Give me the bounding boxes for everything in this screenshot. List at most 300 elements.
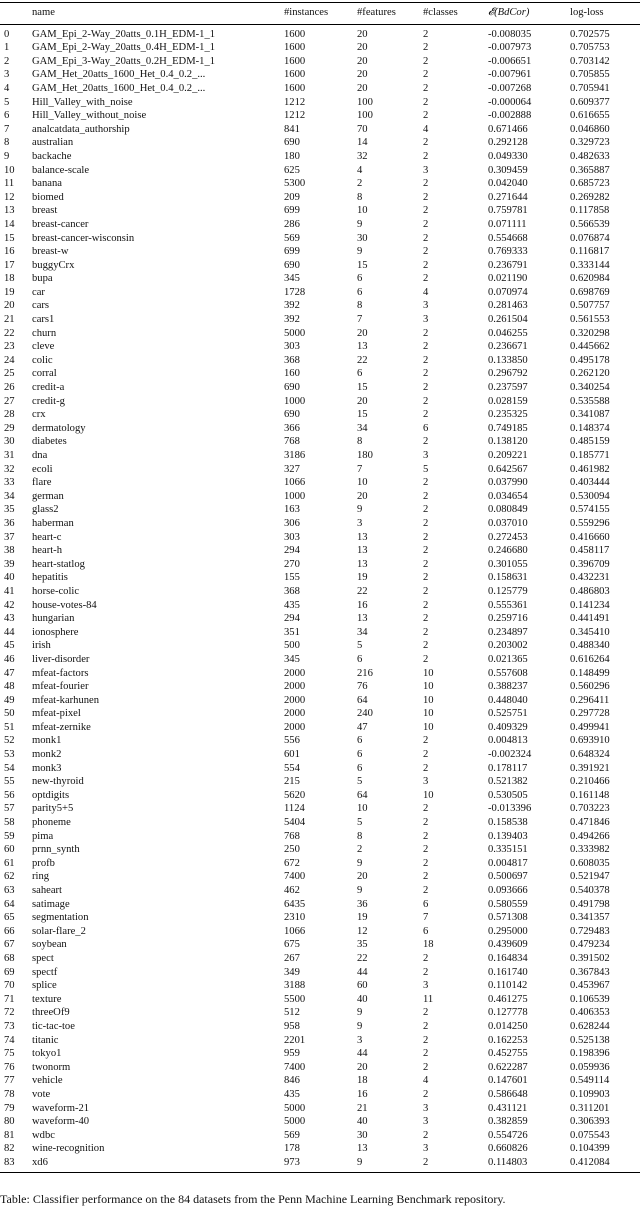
cell-features: 20: [357, 871, 368, 883]
cell-logloss: 0.104399: [570, 1143, 610, 1155]
cell-bdcor: -0.002324: [488, 749, 532, 761]
cell-features: 47: [357, 721, 368, 733]
cell-name: dna: [32, 450, 48, 461]
cell-bdcor: -0.007268: [488, 82, 532, 94]
table-row: [0, 775, 640, 789]
cell-logloss: 0.566539: [570, 218, 610, 230]
table-row: [0, 272, 640, 286]
cell-features: 20: [357, 69, 368, 81]
cell-features: 64: [357, 694, 368, 706]
cell-classes: 2: [423, 504, 429, 516]
cell-bdcor: 0.037010: [488, 517, 528, 529]
cell-logloss: 0.693910: [570, 735, 610, 747]
cell-classes: 2: [423, 178, 429, 190]
cell-classes: 2: [423, 735, 429, 747]
cell-index: 50: [4, 708, 15, 720]
cell-index: 48: [4, 681, 15, 693]
cell-logloss: 0.703142: [570, 55, 610, 67]
cell-index: 22: [4, 327, 15, 339]
cell-features: 14: [357, 137, 368, 149]
cell-features: 6: [357, 762, 363, 774]
cell-instances: 841: [284, 123, 300, 135]
cell-bdcor: 0.296792: [488, 368, 528, 380]
cell-index: 28: [4, 409, 15, 421]
cell-instances: 1000: [284, 395, 306, 407]
cell-bdcor: 0.235325: [488, 409, 528, 421]
cell-name: corral: [32, 368, 57, 380]
header-features: #features: [357, 7, 396, 18]
cell-bdcor: 0.161740: [488, 966, 528, 978]
cell-index: 55: [4, 776, 15, 788]
cell-classes: 2: [423, 599, 429, 611]
cell-features: 13: [357, 545, 368, 557]
cell-index: 51: [4, 721, 15, 733]
cell-logloss: 0.494266: [570, 830, 610, 842]
cell-name: ecoli: [32, 463, 53, 475]
cell-instances: 569: [284, 1129, 300, 1141]
table-row: [0, 830, 640, 844]
table-row: [0, 1115, 640, 1129]
cell-index: 18: [4, 273, 15, 285]
cell-logloss: 0.320298: [570, 327, 610, 339]
cell-index: 20: [4, 300, 15, 312]
cell-features: 9: [357, 1020, 363, 1032]
cell-bdcor: 0.046255: [488, 327, 528, 339]
table-row: [0, 232, 640, 246]
cell-bdcor: 0.237597: [488, 382, 528, 394]
cell-logloss: 0.391502: [570, 952, 610, 964]
cell-classes: 10: [423, 789, 434, 801]
cell-logloss: 0.729483: [570, 925, 610, 937]
cell-name: cars1: [32, 314, 55, 326]
header-bdcor: 𝓔(BdCor): [488, 7, 530, 18]
cell-features: 7: [357, 463, 363, 475]
cell-name: analcatdata_authorship: [32, 123, 130, 135]
cell-index: 43: [4, 613, 15, 625]
cell-classes: 2: [423, 1129, 429, 1141]
cell-name: titanic: [32, 1034, 59, 1046]
cell-classes: 2: [423, 803, 429, 815]
cell-bdcor: 0.236791: [488, 259, 528, 271]
cell-index: 57: [4, 803, 15, 815]
cell-index: 47: [4, 667, 15, 679]
table-row: [0, 857, 640, 871]
cell-index: 17: [4, 259, 15, 271]
cell-name: GAM_Epi_2-Way_20atts_0.4H_EDM-1_1: [32, 42, 216, 54]
cell-bdcor: 0.554668: [488, 232, 528, 244]
cell-features: 13: [357, 558, 368, 570]
table-row: [0, 164, 640, 178]
cell-name: german: [32, 490, 64, 502]
cell-index: 0: [4, 28, 10, 40]
cell-instances: 959: [284, 1048, 300, 1060]
cell-logloss: 0.685723: [570, 178, 610, 190]
cell-name: xd6: [32, 1156, 48, 1168]
table-row: [0, 1061, 640, 1075]
cell-index: 69: [4, 966, 15, 978]
cell-features: 8: [357, 830, 363, 842]
cell-logloss: 0.540378: [570, 885, 610, 896]
cell-features: 18: [357, 1075, 368, 1087]
cell-bdcor: 0.642567: [488, 463, 528, 475]
cell-classes: 6: [423, 898, 429, 910]
table-row: [0, 531, 640, 545]
cell-classes: 2: [423, 205, 429, 217]
cell-instances: 368: [284, 354, 300, 366]
cell-instances: 690: [284, 137, 300, 149]
table-row: [0, 327, 640, 341]
cell-features: 34: [357, 422, 368, 434]
table-row: [0, 422, 640, 436]
cell-bdcor: -0.002888: [488, 110, 532, 122]
cell-index: 65: [4, 912, 15, 924]
cell-instances: 3186: [284, 450, 306, 461]
cell-bdcor: 0.021190: [488, 273, 528, 285]
table-row: [0, 571, 640, 585]
table-row: [0, 1102, 640, 1116]
table-row: [0, 123, 640, 137]
cell-instances: 625: [284, 164, 300, 176]
table-row: [0, 626, 640, 640]
table-row: [0, 150, 640, 164]
cell-classes: 4: [423, 123, 429, 135]
cell-features: 6: [357, 749, 363, 761]
cell-features: 240: [357, 708, 373, 720]
cell-bdcor: 0.049330: [488, 150, 528, 162]
cell-index: 29: [4, 422, 15, 434]
cell-instances: 5000: [284, 1116, 306, 1128]
cell-name: ring: [32, 871, 50, 883]
table-row: [0, 952, 640, 966]
cell-features: 15: [357, 409, 368, 421]
cell-logloss: 0.306393: [570, 1116, 610, 1128]
cell-classes: 2: [423, 653, 429, 665]
cell-classes: 2: [423, 1034, 429, 1046]
table-row: [0, 734, 640, 748]
cell-index: 6: [4, 110, 10, 122]
cell-features: 20: [357, 490, 368, 502]
cell-index: 79: [4, 1102, 15, 1114]
cell-index: 25: [4, 368, 15, 380]
cell-index: 32: [4, 463, 15, 475]
cell-logloss: 0.269282: [570, 191, 610, 203]
cell-instances: 1066: [284, 925, 306, 937]
cell-instances: 5300: [284, 178, 306, 190]
cell-index: 58: [4, 817, 15, 829]
cell-instances: 1212: [284, 96, 306, 108]
cell-logloss: 0.608035: [570, 857, 610, 869]
cell-index: 10: [4, 164, 15, 176]
cell-classes: 2: [423, 341, 429, 353]
cell-features: 5: [357, 776, 363, 788]
cell-instances: 846: [284, 1075, 300, 1087]
cell-index: 35: [4, 504, 15, 516]
cell-instances: 2000: [284, 681, 306, 693]
cell-classes: 2: [423, 42, 429, 54]
cell-features: 16: [357, 1088, 368, 1100]
cell-features: 21: [357, 1102, 368, 1114]
cell-logloss: 0.116817: [570, 246, 610, 258]
table-row: [0, 435, 640, 449]
cell-name: satimage: [32, 898, 70, 910]
cell-classes: 2: [423, 110, 429, 122]
cell-bdcor: 0.139403: [488, 830, 528, 842]
cell-bdcor: 0.110142: [488, 980, 528, 992]
cell-index: 78: [4, 1088, 15, 1100]
cell-features: 40: [357, 993, 368, 1005]
cell-logloss: 0.560296: [570, 681, 610, 693]
cell-bdcor: 0.660826: [488, 1143, 528, 1155]
cell-instances: 155: [284, 572, 300, 584]
cell-logloss: 0.561553: [570, 314, 610, 326]
cell-logloss: 0.075543: [570, 1129, 610, 1141]
cell-bdcor: -0.006651: [488, 55, 532, 67]
cell-bdcor: 0.554726: [488, 1129, 528, 1141]
cell-instances: 1212: [284, 110, 306, 122]
cell-name: churn: [32, 327, 57, 339]
cell-features: 9: [357, 885, 363, 896]
table-caption: Table: Classifier performance on the 84 datasets from the Penn Machine Learning Benchmark repository.: [0, 1192, 506, 1206]
cell-instances: 250: [284, 844, 300, 856]
cell-name: GAM_Het_20atts_1600_Het_0.4_0.2_...: [32, 82, 206, 94]
cell-features: 180: [357, 450, 373, 461]
cell-features: 20: [357, 395, 368, 407]
cell-name: parity5+5: [32, 803, 74, 815]
table-row: [0, 408, 640, 422]
cell-features: 100: [357, 110, 373, 122]
cell-name: ionosphere: [32, 626, 79, 638]
cell-instances: 690: [284, 259, 300, 271]
cell-instances: 973: [284, 1156, 300, 1168]
cell-bdcor: 0.234897: [488, 626, 528, 638]
cell-name: threeOf9: [32, 1007, 70, 1019]
cell-classes: 2: [423, 762, 429, 774]
cell-name: haberman: [32, 517, 74, 529]
cell-logloss: 0.117858: [570, 205, 610, 217]
cell-bdcor: -0.000064: [488, 96, 532, 108]
cell-instances: 392: [284, 300, 300, 312]
table-row: [0, 367, 640, 381]
cell-name: spect: [32, 952, 54, 964]
cell-instances: 303: [284, 531, 300, 543]
cell-classes: 10: [423, 721, 434, 733]
cell-bdcor: 0.272453: [488, 531, 528, 543]
table-row: [0, 694, 640, 708]
cell-instances: 435: [284, 1088, 300, 1100]
cell-instances: 2000: [284, 721, 306, 733]
cell-classes: 2: [423, 246, 429, 258]
cell-name: waveform-21: [32, 1102, 90, 1114]
table-row: [0, 925, 640, 939]
cell-index: 7: [4, 123, 10, 135]
cell-index: 74: [4, 1034, 15, 1046]
cell-instances: 1124: [284, 803, 305, 815]
cell-features: 9: [357, 218, 363, 230]
cell-name: vote: [32, 1088, 51, 1100]
table-row: [0, 748, 640, 762]
cell-classes: 2: [423, 830, 429, 842]
cell-features: 44: [357, 966, 368, 978]
cell-bdcor: 0.236671: [488, 341, 528, 353]
cell-index: 41: [4, 585, 15, 597]
cell-instances: 180: [284, 150, 300, 162]
table-row: [0, 599, 640, 613]
cell-classes: 2: [423, 531, 429, 543]
cell-index: 80: [4, 1116, 15, 1128]
cell-name: mfeat-factors: [32, 667, 89, 679]
table-row: [0, 41, 640, 55]
cell-index: 15: [4, 232, 15, 244]
cell-classes: 2: [423, 626, 429, 638]
cell-index: 24: [4, 354, 15, 366]
cell-logloss: 0.525138: [570, 1034, 610, 1046]
cell-features: 13: [357, 1143, 368, 1155]
table-row: [0, 966, 640, 980]
cell-instances: 672: [284, 857, 300, 869]
cell-classes: 2: [423, 613, 429, 625]
cell-features: 60: [357, 980, 368, 992]
table-row: [0, 109, 640, 123]
cell-classes: 2: [423, 55, 429, 67]
table-row: [0, 82, 640, 96]
cell-index: 60: [4, 844, 15, 856]
cell-bdcor: 0.042040: [488, 178, 528, 190]
cell-logloss: 0.210466: [570, 776, 610, 788]
cell-classes: 10: [423, 694, 434, 706]
table-row: [0, 218, 640, 232]
cell-bdcor: 0.309459: [488, 164, 528, 176]
cell-logloss: 0.141234: [570, 599, 610, 611]
cell-classes: 6: [423, 925, 429, 937]
cell-logloss: 0.698769: [570, 286, 610, 298]
cell-instances: 294: [284, 613, 300, 625]
cell-instances: 1600: [284, 28, 306, 40]
cell-index: 66: [4, 925, 15, 937]
cell-index: 75: [4, 1048, 15, 1060]
cell-bdcor: -0.013396: [488, 803, 532, 815]
cell-logloss: 0.341357: [570, 912, 610, 924]
cell-classes: 2: [423, 477, 429, 489]
cell-bdcor: -0.008035: [488, 28, 532, 40]
cell-bdcor: 0.335151: [488, 844, 528, 856]
cell-name: monk3: [32, 762, 62, 774]
cell-bdcor: 0.292128: [488, 137, 528, 149]
cell-logloss: 0.616264: [570, 653, 610, 665]
cell-instances: 569: [284, 232, 300, 244]
cell-bdcor: 0.209221: [488, 450, 528, 461]
cell-instances: 270: [284, 558, 300, 570]
cell-instances: 2000: [284, 708, 306, 720]
cell-index: 12: [4, 191, 15, 203]
cell-classes: 2: [423, 409, 429, 421]
cell-classes: 10: [423, 681, 434, 693]
cell-features: 20: [357, 82, 368, 94]
cell-logloss: 0.367843: [570, 966, 610, 978]
table-row: [0, 993, 640, 1007]
cell-logloss: 0.148499: [570, 667, 610, 679]
cell-logloss: 0.365887: [570, 164, 610, 176]
cell-bdcor: 0.525751: [488, 708, 528, 720]
cell-features: 19: [357, 912, 368, 924]
cell-instances: 2201: [284, 1034, 306, 1046]
cell-instances: 958: [284, 1020, 300, 1032]
table-row: [0, 299, 640, 313]
cell-bdcor: 0.261504: [488, 314, 528, 326]
cell-classes: 2: [423, 259, 429, 271]
cell-instances: 556: [284, 735, 300, 747]
cell-logloss: 0.412084: [570, 1156, 610, 1168]
cell-logloss: 0.311201: [570, 1102, 610, 1114]
cell-bdcor: 0.439609: [488, 939, 528, 951]
cell-logloss: 0.262120: [570, 368, 610, 380]
cell-index: 49: [4, 694, 15, 706]
cell-features: 216: [357, 667, 373, 679]
cell-instances: 368: [284, 585, 300, 597]
cell-name: wdbc: [32, 1129, 55, 1141]
table-row: [0, 612, 640, 626]
cell-classes: 3: [423, 314, 429, 326]
cell-features: 19: [357, 572, 368, 584]
cell-index: 52: [4, 735, 15, 747]
cell-instances: 267: [284, 952, 300, 964]
cell-bdcor: 0.004813: [488, 735, 528, 747]
cell-features: 20: [357, 42, 368, 54]
cell-features: 100: [357, 96, 373, 108]
cell-index: 40: [4, 572, 15, 584]
cell-bdcor: 0.281463: [488, 300, 528, 312]
cell-logloss: 0.702575: [570, 28, 610, 40]
cell-features: 16: [357, 599, 368, 611]
cell-features: 32: [357, 150, 368, 162]
cell-bdcor: 0.178117: [488, 762, 528, 774]
cell-name: new-thyroid: [32, 776, 84, 788]
cell-instances: 349: [284, 966, 300, 978]
cell-bdcor: 0.125779: [488, 585, 528, 597]
cell-logloss: 0.341087: [570, 409, 610, 421]
cell-logloss: 0.185771: [570, 450, 610, 461]
cell-bdcor: 0.164834: [488, 952, 528, 964]
cell-index: 54: [4, 762, 15, 774]
cell-index: 21: [4, 314, 15, 326]
cell-index: 11: [4, 178, 15, 190]
table-row: [0, 843, 640, 857]
header-index: [0, 3, 30, 25]
cell-classes: 3: [423, 980, 429, 992]
cell-instances: 306: [284, 517, 300, 529]
table-row: [0, 449, 640, 463]
cell-bdcor: 0.431121: [488, 1102, 528, 1114]
cell-name: irish: [32, 640, 51, 652]
cell-index: 33: [4, 477, 15, 489]
cell-features: 6: [357, 653, 363, 665]
cell-name: pima: [32, 830, 54, 842]
cell-features: 70: [357, 123, 368, 135]
cell-instances: 768: [284, 436, 300, 448]
cell-name: crx: [32, 409, 46, 421]
cell-classes: 2: [423, 517, 429, 529]
cell-features: 35: [357, 939, 368, 951]
table-row: [0, 884, 640, 898]
cell-logloss: 0.616655: [570, 110, 610, 122]
cell-index: 34: [4, 490, 15, 502]
table-row: [0, 259, 640, 273]
cell-name: monk1: [32, 735, 62, 747]
cell-logloss: 0.488340: [570, 640, 610, 652]
cell-features: 6: [357, 735, 363, 747]
cell-index: 38: [4, 545, 15, 557]
cell-classes: 2: [423, 382, 429, 394]
cell-instances: 345: [284, 273, 300, 285]
